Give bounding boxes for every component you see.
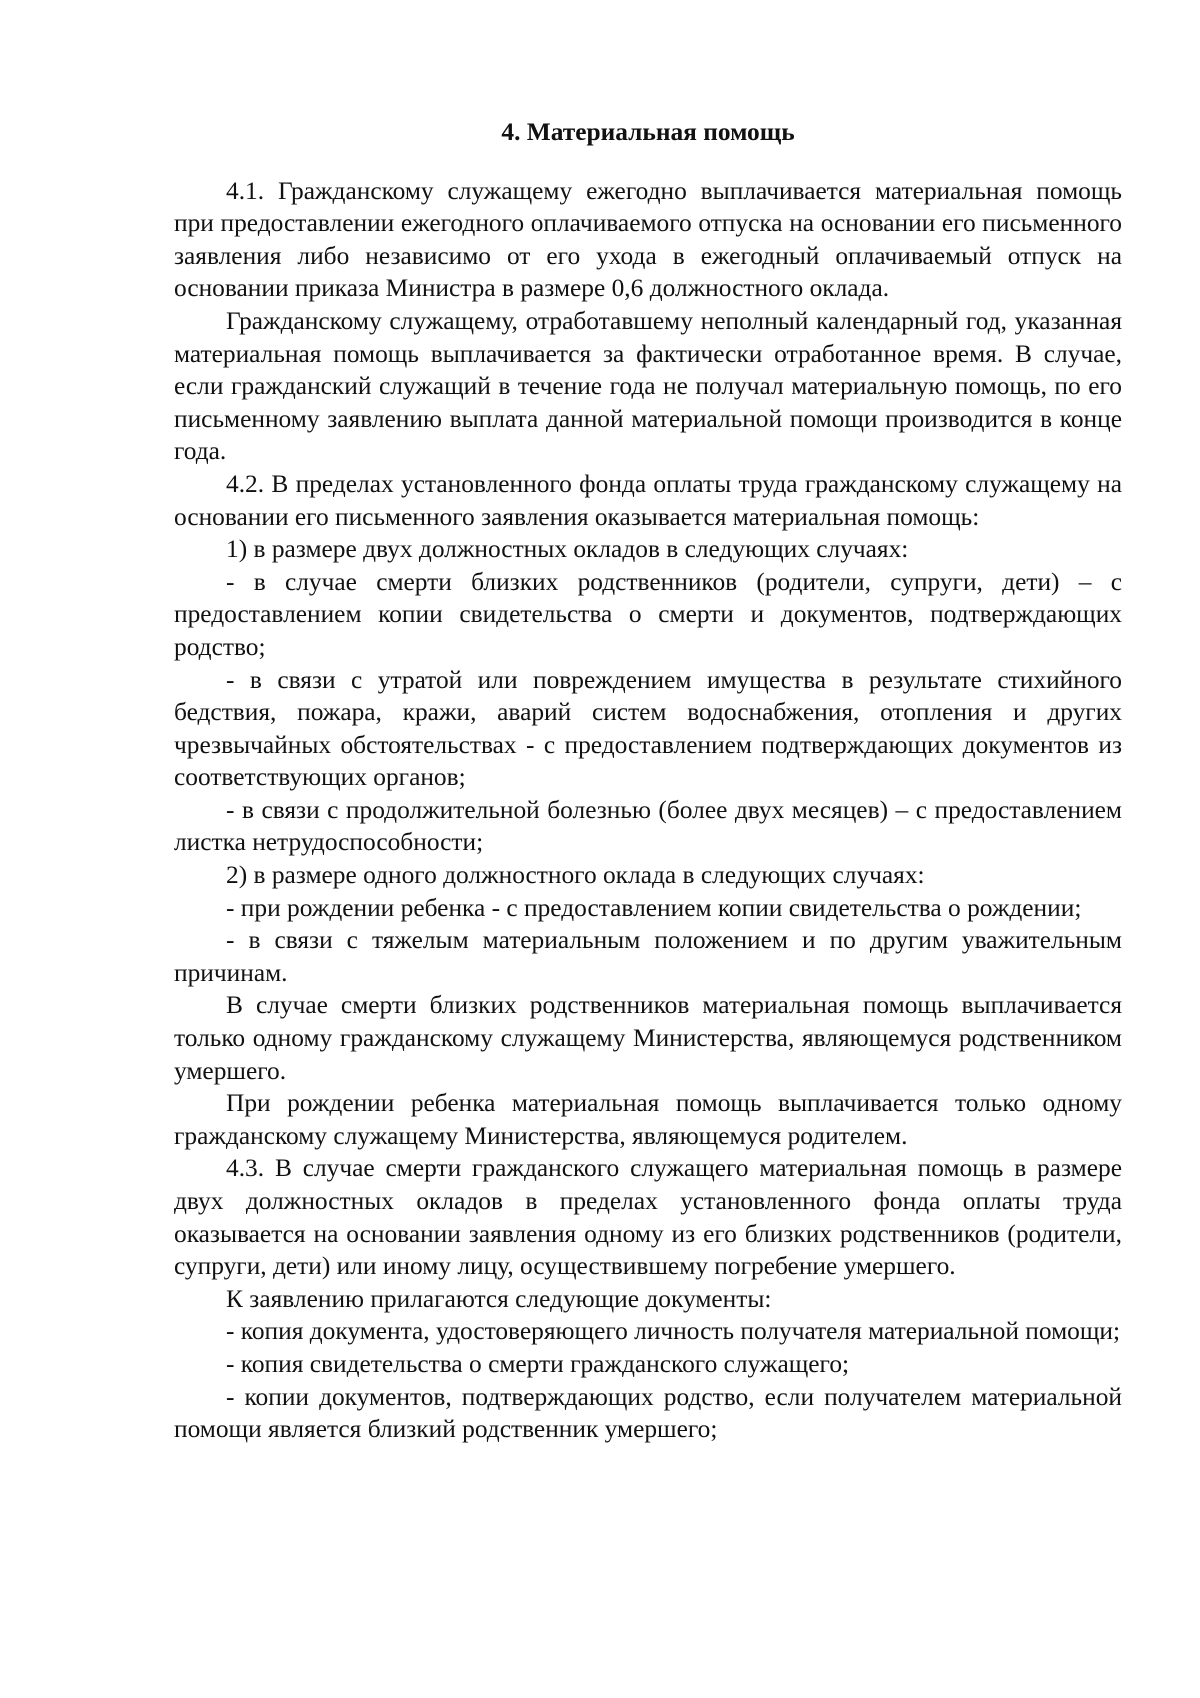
list-item-one-salary: 2) в размере одного должностного оклада в следующих случаях: [226, 861, 925, 890]
section-title: 4. Материальная помощь [501, 118, 795, 146]
list-item-long-illness: - в связи с продолжительной болезнью (более двух месяцев) – с предоставлением листка нетрудоспособности; [174, 795, 1122, 857]
paragraph-birth-one-employee: При рождении ребенка материальная помощь выплачивается только одному гражданскому служащему Министерства, являющемуся родителем. [174, 1089, 1122, 1150]
list-item-property-loss: - в связи с утратой или повреждением имущества в результате стихийного бедствия, пожара, кражи, аварий систем водоснабжения, отопления и других чрезвычайных обстоятельствах - с предоставлением подтверждающих документов из соответствующих органов; [174, 665, 1122, 792]
list-item-death-certificate-copy: - копия свидетельства о смерти гражданского служащего; [226, 1349, 850, 1378]
list-item-child-birth: - при рождении ребенка - с предоставлением копии свидетельства о рождении; [226, 893, 1082, 922]
paragraph-death-one-employee: В случае смерти близких родственников материальная помощь выплачивается только одному гражданскому служащему Министерства, являющемуся родственником умершего. [174, 991, 1122, 1085]
list-item-kinship-documents: - копии документов, подтверждающих родство, если получателем материальной помощи является близкий родственник умершего; [174, 1382, 1122, 1444]
list-item-id-copy: - копия документа, удостоверяющего личность получателя материальной помощи; [226, 1317, 1121, 1346]
paragraph-attached-documents: К заявлению прилагаются следующие документы: [226, 1284, 772, 1313]
paragraph-4-1: 4.1. Гражданскому служащему ежегодно выплачивается материальная помощь при предоставлении ежегодного оплачиваемого отпуска на основании его письменного заявления либо независимо от его ухода в ежегодный оплачиваемый отпуск на основании приказа Министра в размере 0,6 должностного оклада. [174, 176, 1122, 303]
list-item-death-relatives: - в случае смерти близких родственников (родители, супруги, дети) – с предоставлением копии свидетельства о смерти и документов, подтверждающих родство; [174, 567, 1122, 661]
paragraph-partial-year: Гражданскому служащему, отработавшему неполный календарный год, указанная материальная помощь выплачивается за фактически отработанное время. В случае, если гражданский служащий в течение года не получал материальную помощь, по его письменному заявлению выплата данной материальной помощи производится в конце года. [174, 306, 1122, 466]
list-item-hardship: - в связи с тяжелым материальным положением и по другим уважительным причинам. [174, 926, 1122, 987]
list-item-two-salaries: 1) в размере двух должностных окладов в следующих случаях: [226, 535, 909, 564]
paragraph-4-2: 4.2. В пределах установленного фонда оплаты труда гражданскому служащему на основании его письменного заявления оказывается материальная помощь: [174, 469, 1122, 531]
document-body [174, 116, 1122, 1446]
paragraph-4-3: 4.3. В случае смерти гражданского служащего материальная помощь в размере двух должностных окладов в пределах установленного фонда оплаты труда оказывается на основании заявления одному из его близких родственников (родители, супруги, дети) или иному лицу, осуществившему погребение умершего. [174, 1154, 1122, 1281]
